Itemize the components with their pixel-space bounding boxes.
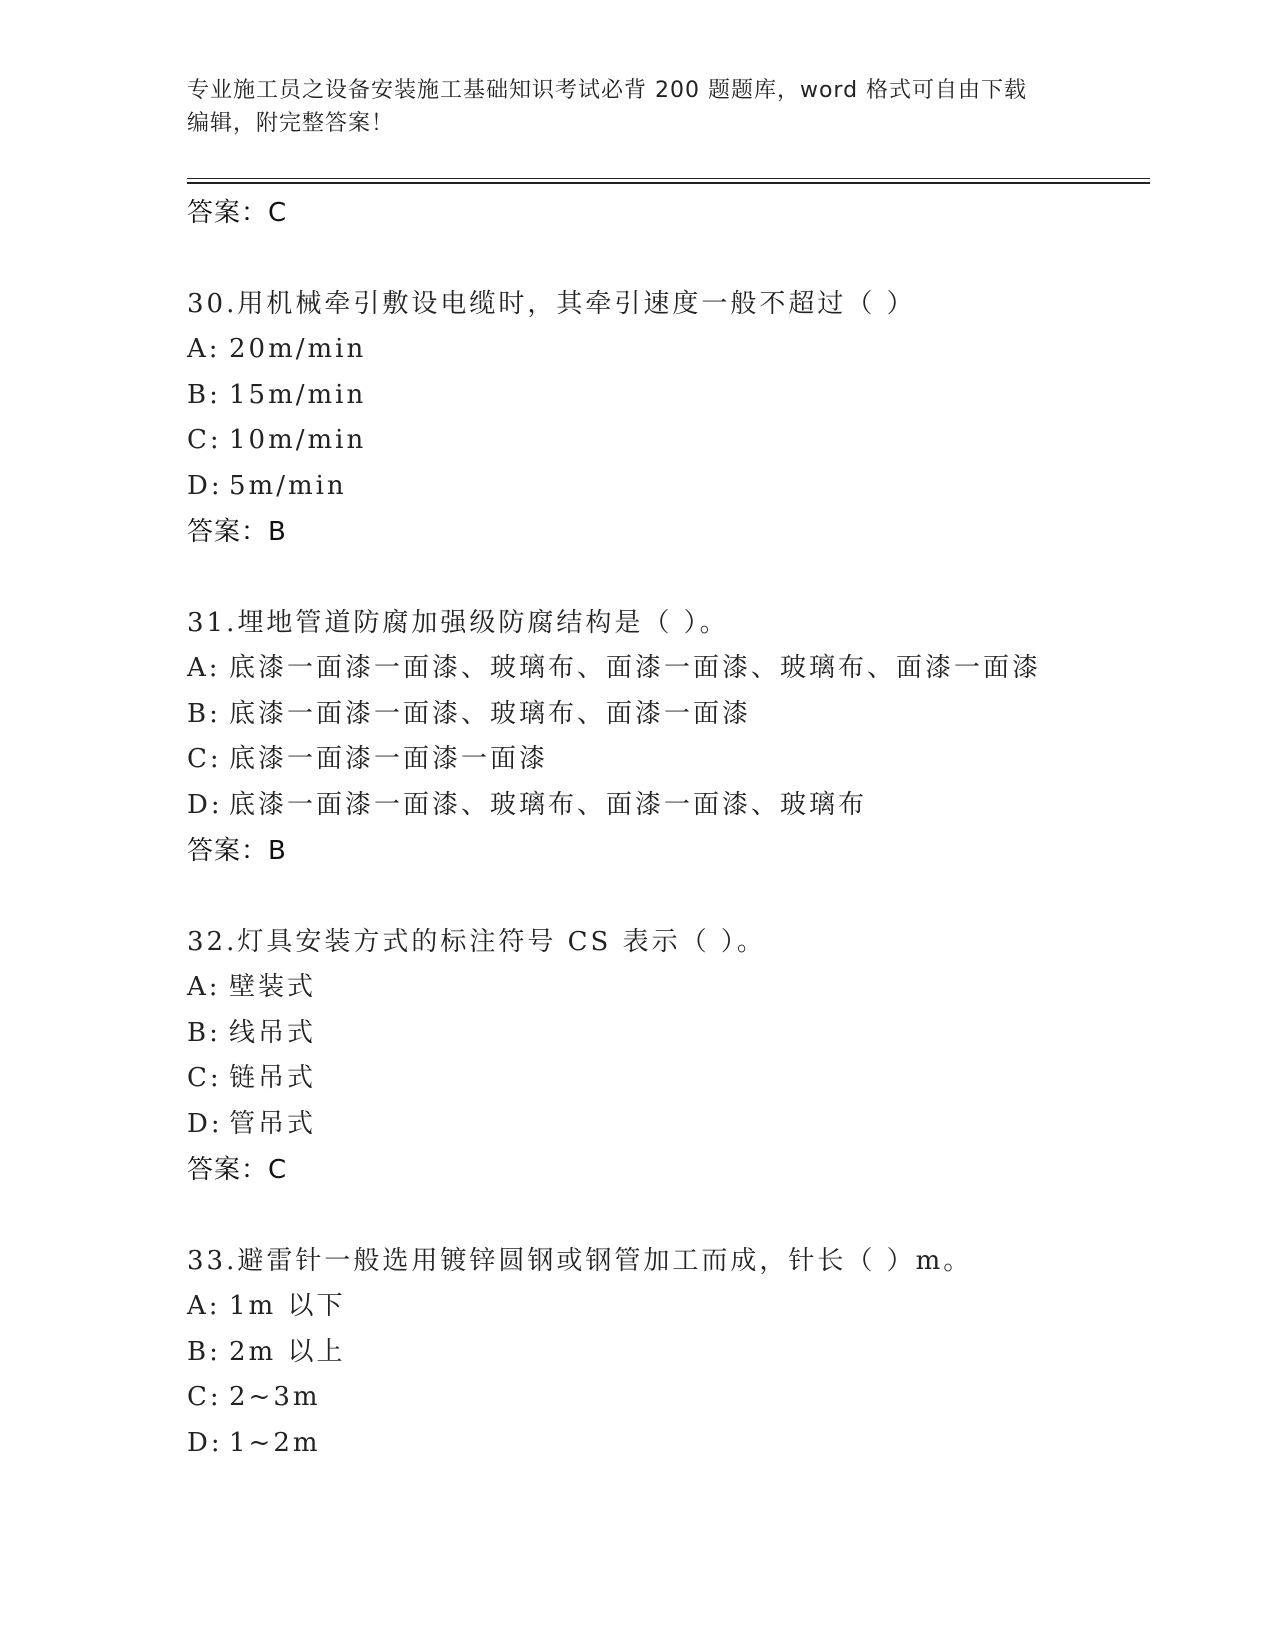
option-c <box>187 1056 1150 1102</box>
option-text: 线吊式 <box>229 1017 317 1048</box>
option-d <box>187 1102 1150 1148</box>
option-text: 壁装式 <box>229 972 317 1002</box>
option-letter: C: <box>187 744 222 774</box>
header-title-line2: 编辑，附完整答案！ <box>187 111 395 136</box>
option-text: 管吊式 <box>229 1108 317 1139</box>
option-b <box>187 692 1150 738</box>
option-text: 底漆一面漆一面漆、玻璃布、面漆一面漆、玻璃布、面漆一面漆 <box>229 653 1042 683</box>
option-letter: C: <box>187 1382 222 1412</box>
option-b <box>187 373 1150 419</box>
answer-text: 答案：B <box>187 517 287 547</box>
question-text: 33.避雷针一般选用镀锌圆钢或钢管加工而成，针长（ ）m。 <box>187 1246 973 1276</box>
header-divider-thick <box>187 182 1150 184</box>
option-text: 20m/min <box>229 334 367 364</box>
previous-answer: 答案：C <box>187 198 288 228</box>
option-d <box>187 1421 1150 1467</box>
option-b <box>187 1330 1150 1376</box>
option-letter: D: <box>187 470 223 501</box>
option-d <box>187 464 1150 510</box>
document-header <box>187 74 1087 140</box>
option-letter: B: <box>187 698 221 729</box>
option-text: 2~3m <box>229 1382 321 1412</box>
question-block-31 <box>187 600 1150 874</box>
option-a <box>187 646 1150 692</box>
question-text: 32.灯具安装方式的标注符号 CS 表示（ ）。 <box>187 927 766 957</box>
option-letter: A: <box>187 1291 221 1321</box>
option-letter: D: <box>187 1108 223 1139</box>
option-letter: B: <box>187 379 221 410</box>
question-list <box>187 190 1150 1466</box>
question-text: 30.用机械牵引敷设电缆时，其牵引速度一般不超过（ ） <box>187 289 916 319</box>
option-c <box>187 737 1150 783</box>
option-a <box>187 1284 1150 1330</box>
option-letter: C: <box>187 425 222 455</box>
option-text: 底漆一面漆一面漆、玻璃布、面漆一面漆、玻璃布 <box>229 789 868 820</box>
option-letter: C: <box>187 1063 222 1093</box>
option-letter: A: <box>187 653 221 683</box>
question-block-30 <box>187 281 1150 555</box>
option-text: 15m/min <box>229 379 367 410</box>
option-b <box>187 1011 1150 1057</box>
option-letter: B: <box>187 1017 221 1048</box>
option-letter: D: <box>187 789 223 820</box>
header-divider-thin <box>187 178 1150 179</box>
option-a <box>187 327 1150 373</box>
option-c <box>187 418 1150 464</box>
option-text: 底漆一面漆一面漆一面漆 <box>229 744 549 774</box>
option-letter: A: <box>187 972 221 1002</box>
option-d <box>187 783 1150 829</box>
answer-text: 答案：B <box>187 836 287 866</box>
option-text: 1~2m <box>229 1427 321 1458</box>
question-block-32 <box>187 919 1150 1193</box>
option-text: 5m/min <box>229 470 347 501</box>
question-text: 31.埋地管道防腐加强级防腐结构是（ ）。 <box>187 608 729 638</box>
option-text: 10m/min <box>229 425 367 455</box>
option-text: 底漆一面漆一面漆、玻璃布、面漆一面漆 <box>229 698 752 729</box>
option-text: 1m 以下 <box>229 1291 346 1321</box>
header-title-line1: 专业施工员之设备安装施工基础知识考试必背 200 题题库，word 格式可自由下载 <box>187 78 1028 103</box>
option-text: 链吊式 <box>229 1063 317 1093</box>
option-a <box>187 965 1150 1011</box>
option-text: 2m 以上 <box>229 1336 346 1367</box>
option-c <box>187 1375 1150 1421</box>
option-letter: A: <box>187 334 221 364</box>
option-letter: B: <box>187 1336 221 1367</box>
answer-text: 答案：C <box>187 1155 288 1185</box>
option-letter: D: <box>187 1427 223 1458</box>
question-block-33 <box>187 1238 1150 1466</box>
